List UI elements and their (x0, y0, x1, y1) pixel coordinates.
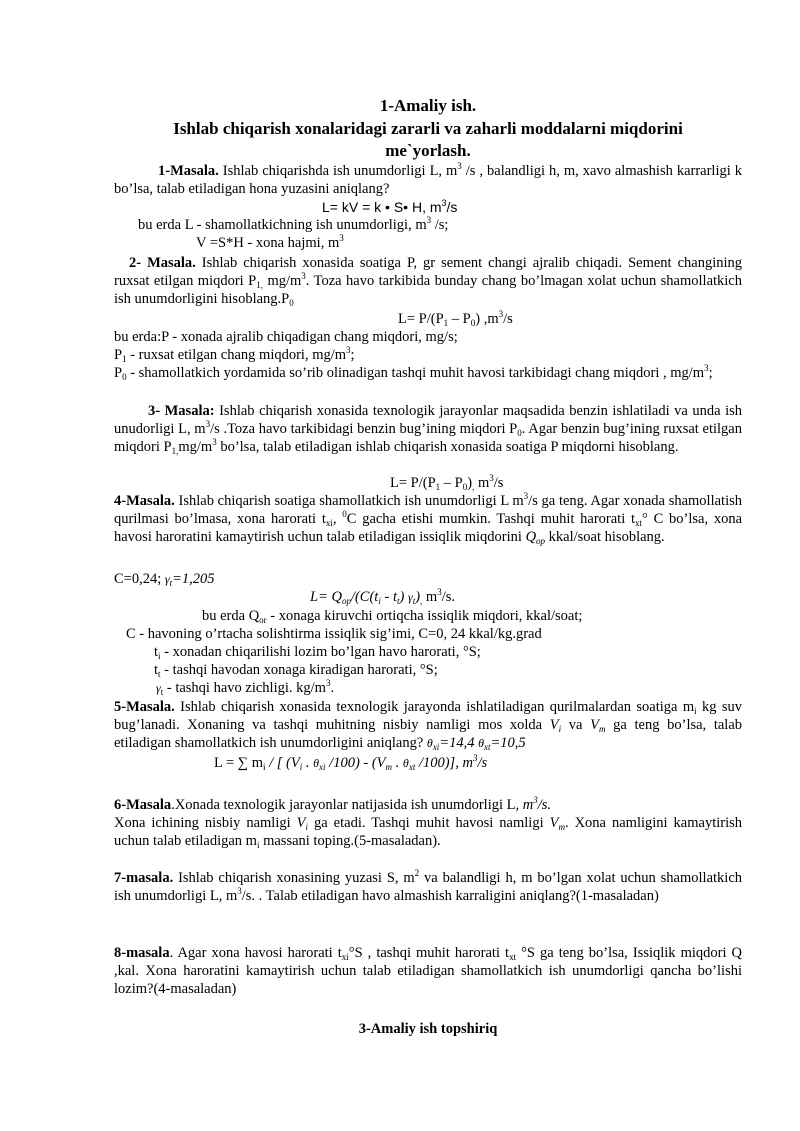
masala-1-label: 1-Masala. (158, 163, 219, 179)
masala-2-label: 2- Masala. (129, 255, 196, 271)
masala-7-label: 7-masala. (114, 870, 174, 886)
masala-6-label: 6-Masala (114, 797, 172, 813)
masala-3-paragraph: 3- Masala: Ishlab chiqarish xonasida texnologik jarayonlar maqsadida benzin ishlatiladi va unda ish unudorligi L, $m^3/s$ .Toza havo tarkibidagi benzin bug’ining miqdori $P_0$. Agar benzin bug’ining ruxsat etilgan miqdori $P_{1,}mg/m^3$ bo’lsa, talab etiladigan ishlab chiqarish xonasida soatiga P miqdorni hisoblang. (114, 403, 743, 456)
masala-4-def-3: $t_i$ - xonadan chiqarilishi lozim bo’lgan havo harorati, °S; (154, 644, 481, 661)
masala-2-def-2: $P_1$ - ruxsat etilgan chang miqdori, $mg/m^3$; (114, 345, 355, 364)
masala-8-label: 8-masala (114, 945, 170, 961)
masala-2-def-1: bu erda:P - xonada ajralib chiqadigan chang miqdori, mg/s; (114, 329, 458, 345)
masala-3-formula: $L= P/(P_1 - P_0)_,$ $m^3/s$ (390, 473, 504, 492)
masala-1-def-2: V =S*H - xona hajmi, $m^3$ (196, 233, 344, 251)
masala-6-paragraph: 6-Masala.Xonada texnologik jarayonlar natijasida ish unumdorligi L, $m^3/s$. Xona ichining nisbiy namligi $V_i$ ga etadi. Tashqi muhit havosi namligi $V_m$. Xona namligini kamaytirish uchun talab etiladigan $m_i$ massani toping.(5-masaladan). (114, 795, 742, 850)
masala-4-def-1: bu erda $Q_{or}$ - xonaga kiruvchi ortiqcha issiqlik miqdori, kkal/soat; (202, 608, 583, 625)
masala-4-def-4: $t_t$ - tashqi havodan xonaga kiradigan harorati, °S; (154, 662, 438, 679)
masala-4-constants: C=0,24; $\gamma_t=1,205$ (114, 571, 215, 588)
title-line-2: Ishlab chiqarish xonalaridagi zararli va zaharli moddalarni miqdorini (173, 119, 683, 138)
section-heading-3: 3-Amaliy ish topshiriq (358, 1021, 498, 1037)
masala-3-label: 3- Masala: (148, 403, 215, 419)
masala-5-formula: L = ∑ $m_i$ / [ ($V_i$ . $\theta_{xi}$ $/100) - (V_m$ . $\theta_{xt}$ /100)], $m^3/s$ (214, 753, 488, 772)
title-line-3: me`yorlash. (385, 141, 471, 160)
masala-5-label: 5-Masala. (114, 699, 175, 715)
masala-2-def-3: $P_0$ - shamollatkich yordamida so’rib olinadigan tashqi muhit havosi tarkibidagi chang miqdori , $mg/m^3$; (114, 363, 713, 382)
masala-7-paragraph: 7-masala. Ishlab chiqarish xonasining yuzasi S, $m^2$ va balandligi h, m bo’lgan xolat uchun shamollatkich ish unumdorligi L, $m^3/s$. . Talab etiladigan havo almashish karraligini aniqlang?(1-masaladan) (114, 868, 743, 904)
masala-4-def-2: C - havoning o’rtacha solishtirma issiqlik sig’imi, C=0, 24 kkal/kg.grad (126, 626, 542, 642)
masala-1-formula: L= kV = k • S• H, $m^3/s$ (322, 198, 458, 215)
masala-4-formula: $L= Q_{op}/(C(t_i - t_t)$ $\gamma_t)_,$ $m^3/s$. (310, 587, 455, 606)
masala-4-paragraph: 4-Masala. Ishlab chiqarish soatiga shamollatkich ish unumdorligi L $m^3/s$ ga teng. Agar xonada shamollatish qurilmasi bo’lmasa, xona harorati $t_{xi}$, $^0$C gacha etishi mumkin. Tashqi muhit harorati $t_{xt}^\circ$ C bo’lsa, xona havosi haroratini kamaytirish uchun talab etiladigan issiqlik miqdorini $Q_{op}$ kkal/soat hisoblang. (114, 491, 743, 546)
masala-2-paragraph: 2- Masala. Ishlab chiqarish xonasida soatiga P, gr sement changi ajralib chiqadi. Sement changining ruxsat etilgan miqdori $P_{1,}$ $mg/m^3$. Toza havo tarkibida bunday chang bo’lmagan xolat uchun shamollatkich ish unumdorligini $hisoblang.P_0$ (114, 255, 742, 308)
masala-2-formula: $L= P/(P_1 - P_0)$ $,m^3/s$ (398, 309, 513, 328)
title-line-1: 1-Amaliy ish. (379, 96, 477, 115)
masala-1-paragraph: 1-Masala. Ishlab chiqarishda ish unumdorligi L, $m^3$ /s , balandligi h, m, xavo almashish karrarligi k bo’lsa, talab etiladigan hona yuzasini aniqlang? (114, 161, 742, 197)
masala-1-def-1: bu erda L - shamollatkichning ish unumdorligi, $m^3$ /s; (138, 215, 449, 233)
masala-8-paragraph: 8-masala. Agar xona havosi harorati $t_{xi}^\circ S$ , tashqi muhit harorati $t_{xt}$ °S ga teng bo’lsa, Issiqlik miqdori Q ,kal. Xona haroratini kamaytirish uchun talab etiladigan shamollatkich ish unumdorligi qancha bo’lishi lozim?(4-masaladan) (114, 945, 743, 997)
masala-4-label: 4-Masala. (114, 493, 175, 509)
masala-5-paragraph: 5-Masala. Ishlab chiqarish xonasida texnologik jarayonda ishlatiladigan qurilmalardan soatiga $m_i$ kg suv bug’lanadi. Xonaning va tashqi muhitning nisbiy namligi mos xolda $V_i$ va $V_m$ ga teng bo’lsa, talab etiladigan shamollatkich ish unumdorligini aniqlang? $\theta_{xi}=14,4$ $\theta_{xt}=10,5$ (114, 699, 743, 752)
masala-4-def-5: $\gamma_t$ - tashqi havo zichligi. $kg/m^3$. (156, 678, 335, 697)
